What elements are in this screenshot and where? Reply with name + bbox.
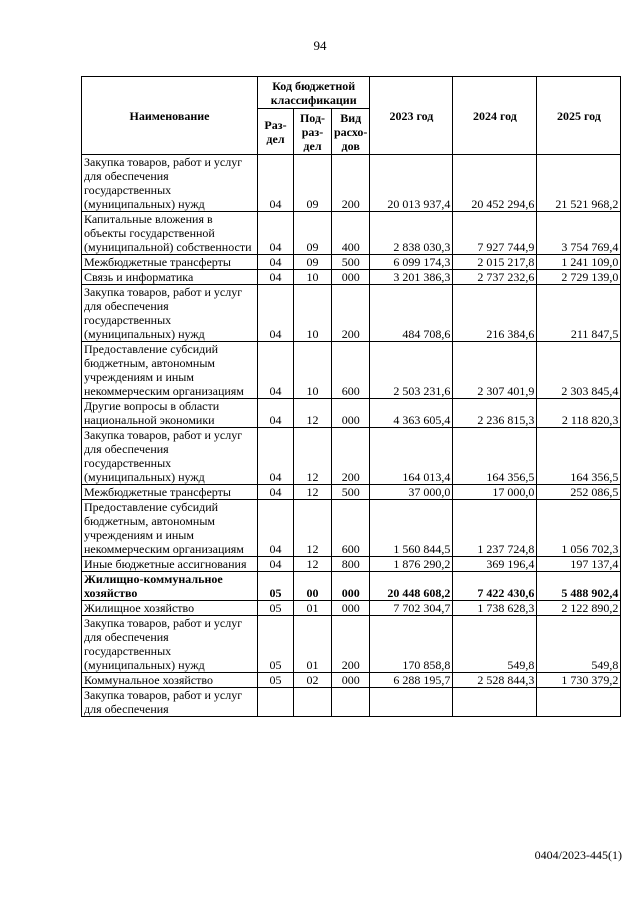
row-subsection: 10: [294, 342, 332, 399]
table-row: [82, 557, 621, 572]
row-expense-type: 200: [332, 285, 370, 342]
table-row: [82, 285, 621, 342]
row-value-2025: 5 488 902,4: [537, 572, 621, 601]
row-section: 04: [258, 255, 294, 270]
row-value-2023: 1 876 290,2: [370, 557, 453, 572]
row-subsection: 01: [294, 601, 332, 616]
row-name: Закупка товаров, работ и услуг для обеспечения государственных (муниципальных) нужд: [82, 155, 258, 212]
row-value-2025: 197 137,4: [537, 557, 621, 572]
row-expense-type: 200: [332, 155, 370, 212]
row-section: 04: [258, 557, 294, 572]
row-value-2023: 37 000,0: [370, 485, 453, 500]
document-id: 0404/2023-445(1): [534, 848, 622, 862]
row-value-2023: 20 013 937,4: [370, 155, 453, 212]
row-expense-type: 200: [332, 616, 370, 673]
row-name: Коммунальное хозяйство: [82, 673, 258, 688]
row-value-2024: 7 927 744,9: [453, 212, 537, 255]
row-value-2024: 7 422 430,6: [453, 572, 537, 601]
table-row: [82, 270, 621, 285]
row-value-2025: [537, 688, 621, 717]
table-row: [82, 616, 621, 673]
row-value-2023: 4 363 605,4: [370, 399, 453, 428]
row-expense-type: 500: [332, 255, 370, 270]
header-subsection: Под-раз-дел: [294, 109, 332, 155]
row-subsection: 12: [294, 557, 332, 572]
row-value-2023: 7 702 304,7: [370, 601, 453, 616]
table-row: [82, 572, 621, 601]
row-value-2024: 369 196,4: [453, 557, 537, 572]
row-value-2023: 2 838 030,3: [370, 212, 453, 255]
row-value-2024: 216 384,6: [453, 285, 537, 342]
table-row: [82, 428, 621, 485]
row-subsection: 12: [294, 399, 332, 428]
row-name: Другие вопросы в области национальной экономики: [82, 399, 258, 428]
row-section: 04: [258, 485, 294, 500]
row-name: Жилищное хозяйство: [82, 601, 258, 616]
row-name: Закупка товаров, работ и услуг для обеспечения государственных (муниципальных) нужд: [82, 616, 258, 673]
header-year-2023: 2023 год: [370, 77, 453, 155]
row-value-2025: 2 118 820,3: [537, 399, 621, 428]
row-value-2025: 1 241 109,0: [537, 255, 621, 270]
row-value-2023: 6 099 174,3: [370, 255, 453, 270]
row-value-2025: 1 730 379,2: [537, 673, 621, 688]
row-expense-type: 800: [332, 557, 370, 572]
table-row: [82, 155, 621, 212]
row-section: 05: [258, 616, 294, 673]
row-subsection: 10: [294, 285, 332, 342]
row-name: Закупка товаров, работ и услуг для обеспечения: [82, 688, 258, 717]
row-section: 05: [258, 572, 294, 601]
row-subsection: 12: [294, 500, 332, 557]
header-section: Раз-дел: [258, 109, 294, 155]
row-subsection: 00: [294, 572, 332, 601]
table-row: [82, 342, 621, 399]
row-value-2023: 3 201 386,3: [370, 270, 453, 285]
row-value-2024: 164 356,5: [453, 428, 537, 485]
row-value-2024: 2 015 217,8: [453, 255, 537, 270]
row-value-2023: 484 708,6: [370, 285, 453, 342]
row-expense-type: 600: [332, 342, 370, 399]
table-header: [82, 77, 621, 155]
row-name: Закупка товаров, работ и услуг для обеспечения государственных (муниципальных) нужд: [82, 285, 258, 342]
row-value-2023: 20 448 608,2: [370, 572, 453, 601]
row-section: [258, 688, 294, 717]
row-subsection: 12: [294, 428, 332, 485]
row-expense-type: 000: [332, 572, 370, 601]
header-name: Наименование: [82, 77, 258, 155]
row-value-2024: 1 237 724,8: [453, 500, 537, 557]
row-value-2023: 164 013,4: [370, 428, 453, 485]
row-subsection: 09: [294, 255, 332, 270]
row-subsection: 10: [294, 270, 332, 285]
row-name: Жилищно-коммунальное хозяйство: [82, 572, 258, 601]
row-value-2024: 2 236 815,3: [453, 399, 537, 428]
row-name: Закупка товаров, работ и услуг для обеспечения государственных (муниципальных) нужд: [82, 428, 258, 485]
row-subsection: 12: [294, 485, 332, 500]
row-name: Предоставление субсидий бюджетным, автономным учреждениям и иным некоммерческим организациям: [82, 500, 258, 557]
row-value-2025: 2 122 890,2: [537, 601, 621, 616]
row-expense-type: 600: [332, 500, 370, 557]
row-value-2024: 2 307 401,9: [453, 342, 537, 399]
row-value-2025: 164 356,5: [537, 428, 621, 485]
row-value-2025: 21 521 968,2: [537, 155, 621, 212]
row-value-2025: 211 847,5: [537, 285, 621, 342]
row-value-2023: [370, 688, 453, 717]
row-value-2023: 170 858,8: [370, 616, 453, 673]
row-expense-type: 000: [332, 601, 370, 616]
table-row: [82, 601, 621, 616]
row-value-2025: 252 086,5: [537, 485, 621, 500]
row-value-2025: 3 754 769,4: [537, 212, 621, 255]
row-section: 04: [258, 212, 294, 255]
row-section: 05: [258, 601, 294, 616]
row-name: Межбюджетные трансферты: [82, 255, 258, 270]
row-section: 04: [258, 270, 294, 285]
header-year-2025: 2025 год: [537, 77, 621, 155]
row-expense-type: [332, 688, 370, 717]
row-expense-type: 000: [332, 673, 370, 688]
row-subsection: 09: [294, 155, 332, 212]
row-value-2024: 2 737 232,6: [453, 270, 537, 285]
table-row: [82, 500, 621, 557]
row-name: Связь и информатика: [82, 270, 258, 285]
row-value-2024: 1 738 628,3: [453, 601, 537, 616]
row-section: 04: [258, 155, 294, 212]
page-number: 94: [313, 38, 327, 53]
row-expense-type: 000: [332, 399, 370, 428]
header-expense-type: Вид расхо-дов: [332, 109, 370, 155]
row-name: Межбюджетные трансферты: [82, 485, 258, 500]
row-value-2025: 2 729 139,0: [537, 270, 621, 285]
row-value-2023: 1 560 844,5: [370, 500, 453, 557]
row-value-2024: 20 452 294,6: [453, 155, 537, 212]
row-value-2025: 1 056 702,3: [537, 500, 621, 557]
row-section: 04: [258, 342, 294, 399]
row-section: 04: [258, 399, 294, 428]
table-row: [82, 485, 621, 500]
row-subsection: 01: [294, 616, 332, 673]
budget-table: [81, 76, 621, 717]
row-expense-type: 500: [332, 485, 370, 500]
row-value-2023: 6 288 195,7: [370, 673, 453, 688]
table-row: [82, 212, 621, 255]
row-value-2025: 549,8: [537, 616, 621, 673]
row-subsection: 02: [294, 673, 332, 688]
row-value-2023: 2 503 231,6: [370, 342, 453, 399]
row-value-2025: 2 303 845,4: [537, 342, 621, 399]
table-body: [82, 155, 621, 717]
header-year-2024: 2024 год: [453, 77, 537, 155]
row-value-2024: [453, 688, 537, 717]
row-expense-type: 400: [332, 212, 370, 255]
row-section: 05: [258, 673, 294, 688]
table-row: [82, 399, 621, 428]
row-section: 04: [258, 285, 294, 342]
row-name: Предоставление субсидий бюджетным, автономным учреждениям и иным некоммерческим организациям: [82, 342, 258, 399]
row-section: 04: [258, 500, 294, 557]
table-row: [82, 673, 621, 688]
header-code-group: Код бюджетной классификации: [258, 77, 370, 109]
table-row: [82, 688, 621, 717]
table-row: [82, 255, 621, 270]
row-expense-type: 000: [332, 270, 370, 285]
row-section: 04: [258, 428, 294, 485]
row-expense-type: 200: [332, 428, 370, 485]
row-value-2024: 17 000,0: [453, 485, 537, 500]
row-name: Иные бюджетные ассигнования: [82, 557, 258, 572]
row-value-2024: 549,8: [453, 616, 537, 673]
row-subsection: 09: [294, 212, 332, 255]
row-subsection: [294, 688, 332, 717]
row-value-2024: 2 528 844,3: [453, 673, 537, 688]
row-name: Капитальные вложения в объекты государственной (муниципальной) собственности: [82, 212, 258, 255]
